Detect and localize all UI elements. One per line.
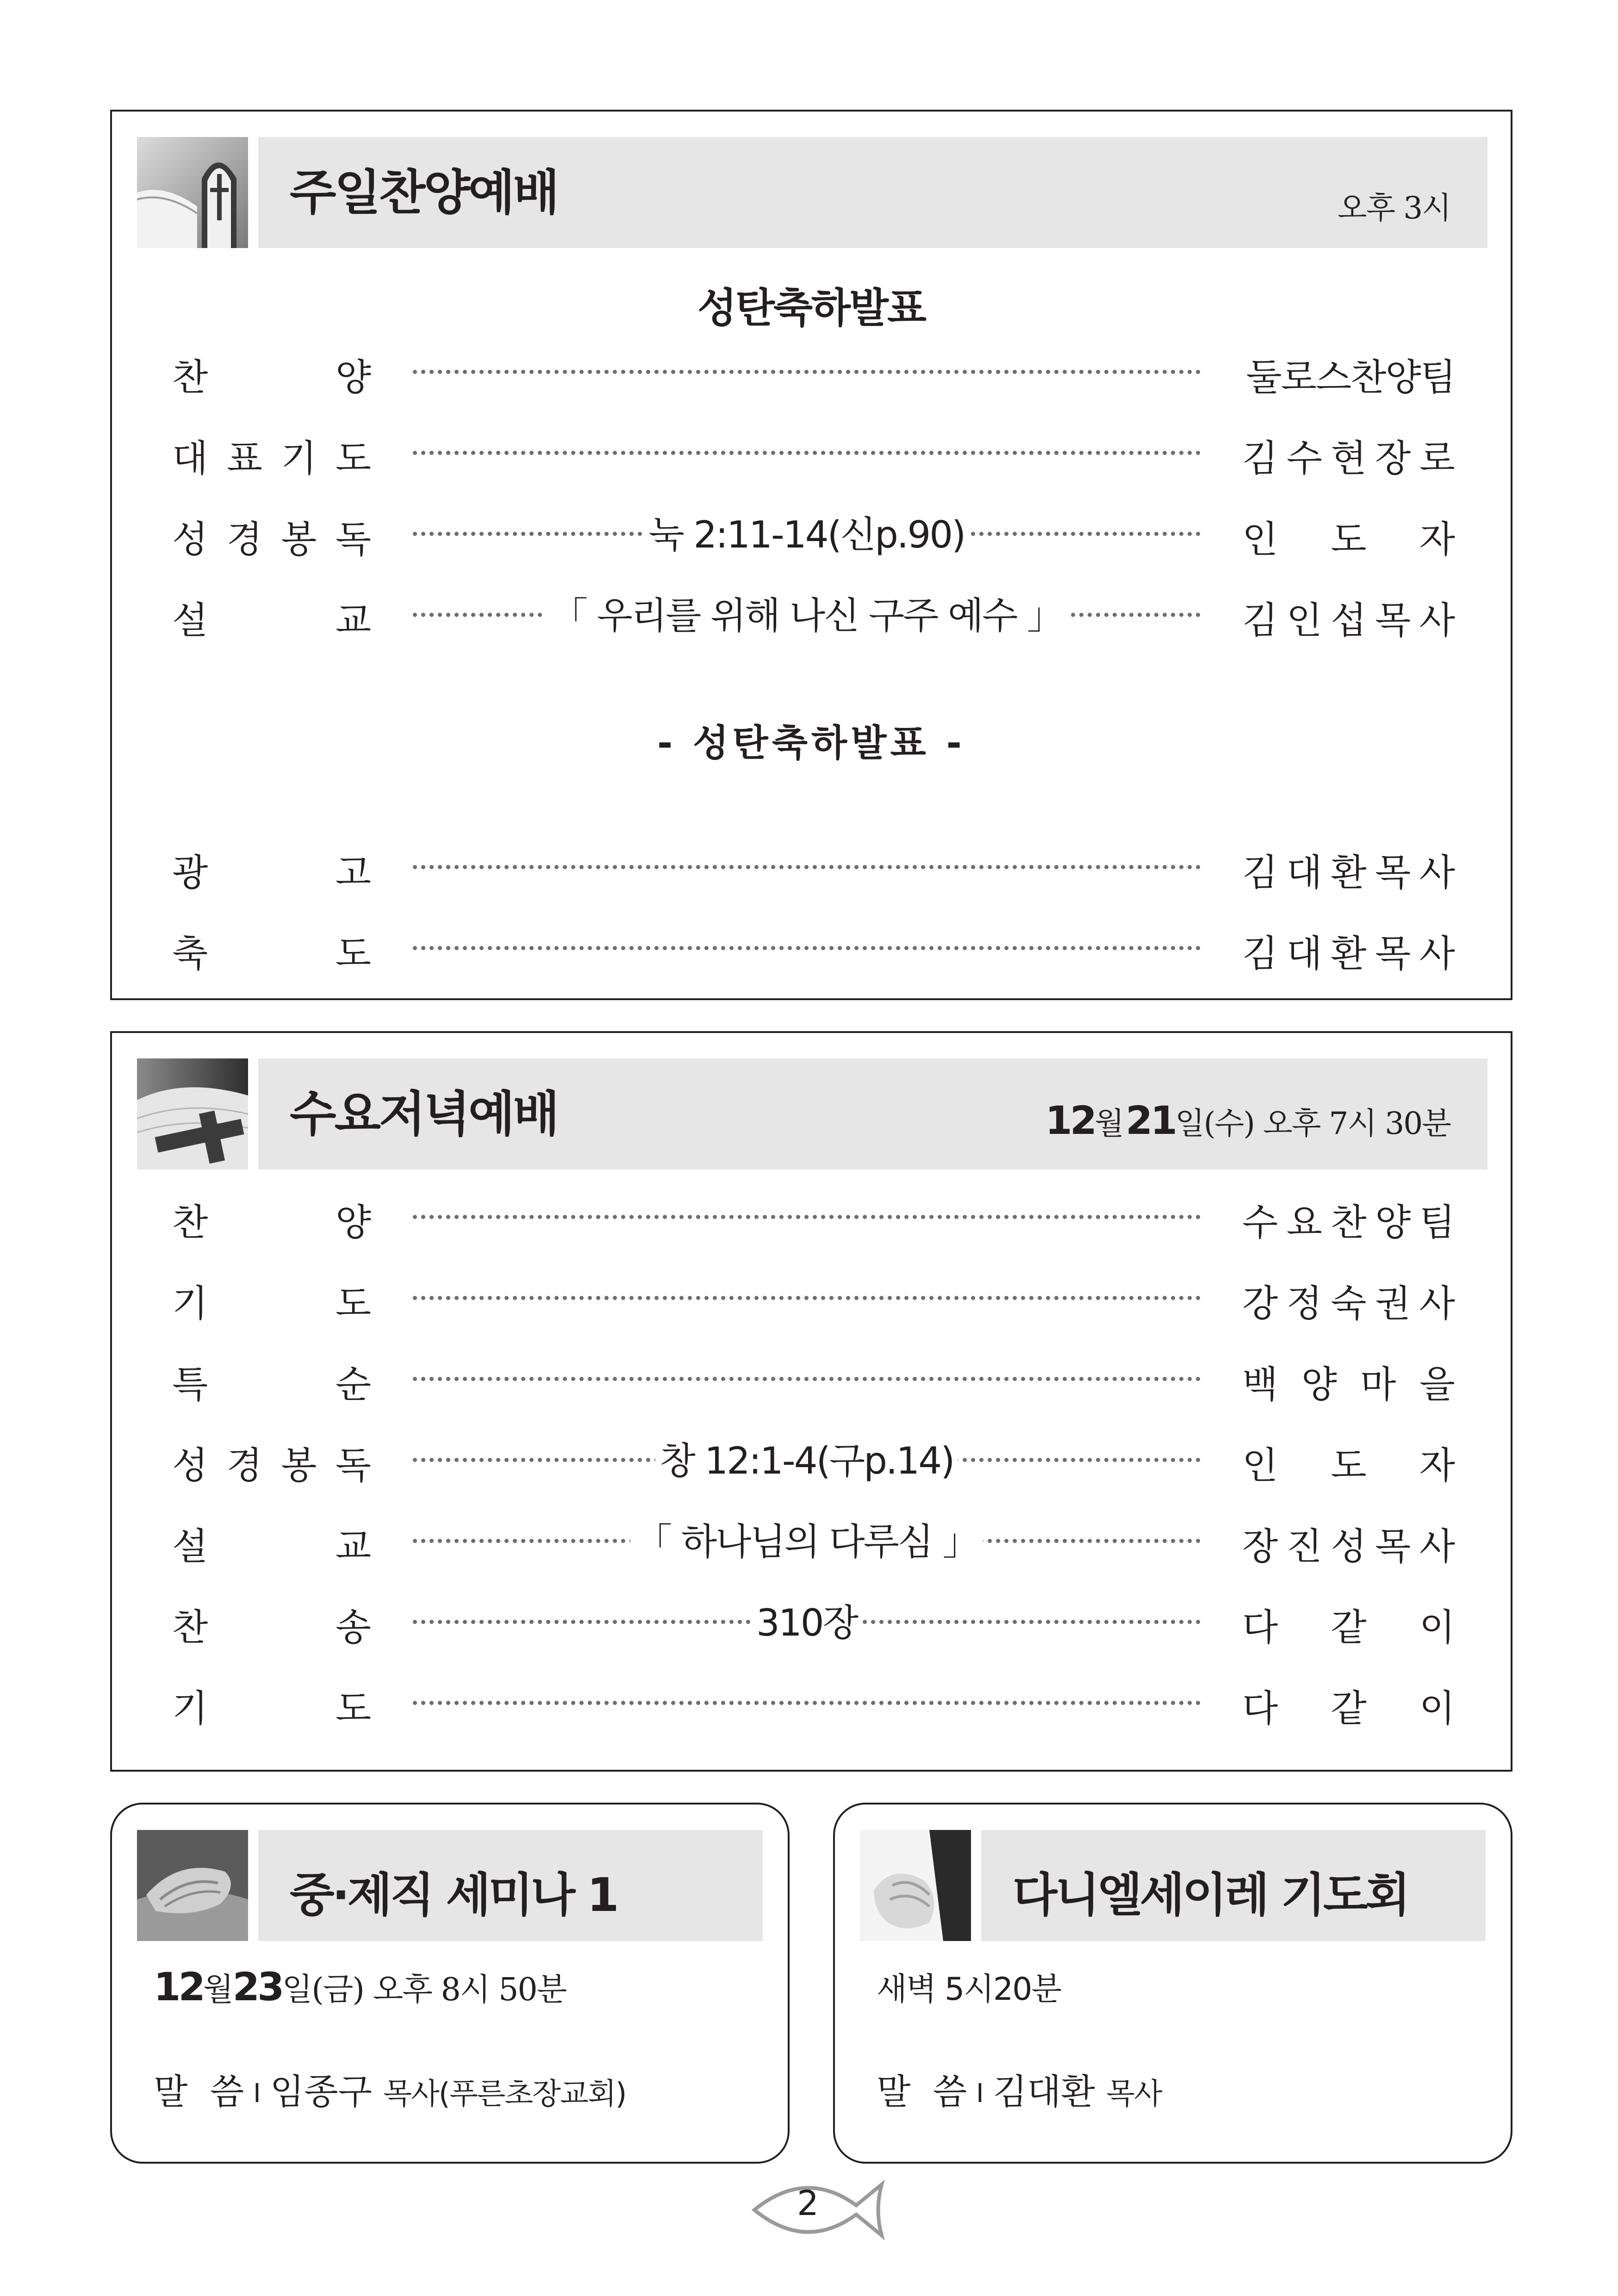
label-char: 양 <box>335 1201 371 1244</box>
label-char: 경 <box>226 518 262 561</box>
person-char: 인 <box>1286 599 1322 642</box>
program-item-person <box>1242 591 1455 644</box>
label-char: 교 <box>335 1525 371 1568</box>
label-char: 찬 <box>172 1201 208 1244</box>
program-item-person <box>1242 843 1455 896</box>
prayer-header <box>860 1830 1486 1941</box>
detail-text: 창 12:1-4(구p.14) <box>655 1439 958 1482</box>
separator: I <box>253 2078 261 2109</box>
program-item-detail <box>413 505 1201 558</box>
program-item-label <box>172 1517 371 1570</box>
label-char: 도 <box>335 437 371 480</box>
program-item-person <box>1242 1193 1455 1246</box>
detail-text: 「 우리를 위해 나신 구주 예수 」 <box>546 594 1067 637</box>
program-row <box>112 1593 1511 1649</box>
program-item-label <box>172 1436 371 1489</box>
label-char: 고 <box>335 851 371 894</box>
separator: I <box>976 2078 984 2109</box>
program-row <box>112 919 1511 975</box>
program-row <box>112 1674 1511 1730</box>
person-char: 성 <box>1331 1525 1367 1568</box>
label-char: 찬 <box>172 1606 208 1649</box>
person-char: 환 <box>1331 851 1367 894</box>
person-char: 로 <box>1419 437 1455 480</box>
person-char: 섭 <box>1331 599 1367 642</box>
program-item-person <box>1242 1679 1455 1732</box>
speaker-name: 임종구 <box>270 2071 372 2112</box>
person-char: 인 <box>1242 518 1278 561</box>
sunday-subtitle: 성탄축하발표 <box>697 284 926 332</box>
prayer-title: 다니엘세이레 기도회 <box>1013 1868 1408 1922</box>
label-char: 광 <box>172 851 208 894</box>
speaker-label: 말 씀 <box>154 2071 244 2112</box>
program-item-label <box>172 1274 371 1327</box>
person-char: 팀 <box>1419 1201 1455 1244</box>
program-item-person <box>1242 429 1455 482</box>
person-char: 양 <box>1375 1201 1411 1244</box>
person-char: 같 <box>1331 1606 1367 1649</box>
sunday-title: 주일찬양예배 <box>290 164 558 221</box>
program-item-person <box>1242 1274 1455 1327</box>
program-item-label <box>172 1598 371 1651</box>
program-item-person <box>1242 348 1455 401</box>
person-char: 현 <box>1331 437 1367 480</box>
dotted-leader <box>413 451 1201 455</box>
program-item-label <box>172 1679 371 1732</box>
speaker-name: 김대환 <box>993 2071 1095 2112</box>
sunday-header <box>137 137 1487 248</box>
sunday-time: 오후 3시 <box>1337 190 1450 226</box>
seminar-box <box>110 1803 790 2164</box>
program-item-detail <box>413 1431 1201 1484</box>
program-item-label <box>172 1355 371 1408</box>
person-char: 도 <box>1331 1444 1367 1487</box>
person-char: 둘로스찬양팀 <box>1246 356 1455 399</box>
day-unit: 일(금) 오후 8시 50분 <box>282 1972 566 2008</box>
person-char: 양 <box>1301 1363 1337 1406</box>
speaker-label: 말 씀 <box>877 2071 967 2112</box>
folded-hands-photo <box>860 1830 971 1941</box>
dotted-leader <box>413 370 1201 374</box>
label-char: 성 <box>172 518 208 561</box>
seminar-header <box>137 1830 763 1941</box>
person-char: 자 <box>1419 1444 1455 1487</box>
label-char: 찬 <box>172 356 208 399</box>
program-item-person <box>1242 924 1455 977</box>
person-char: 김 <box>1242 932 1278 975</box>
person-char: 마 <box>1360 1363 1396 1406</box>
program-row <box>112 505 1511 561</box>
label-char: 독 <box>335 1444 371 1487</box>
church-window-photo <box>137 137 248 248</box>
label-char: 표 <box>226 437 262 480</box>
person-char: 이 <box>1419 1687 1455 1730</box>
sunday-worship-section <box>110 110 1512 1000</box>
fish-icon <box>750 2173 889 2247</box>
program-row <box>112 1269 1511 1325</box>
person-char: 숙 <box>1331 1282 1367 1325</box>
person-char: 사 <box>1419 1525 1455 1568</box>
label-char: 독 <box>335 518 371 561</box>
wednesday-header <box>137 1058 1487 1170</box>
program-item-person <box>1242 1517 1455 1570</box>
program-item-label <box>172 591 371 644</box>
program-row <box>112 424 1511 480</box>
program-row <box>112 838 1511 894</box>
person-char: 이 <box>1419 1606 1455 1649</box>
program-item-label <box>172 510 371 563</box>
person-char: 사 <box>1419 1282 1455 1325</box>
program-row <box>112 586 1511 642</box>
label-char: 축 <box>172 932 208 975</box>
person-char: 을 <box>1419 1363 1455 1406</box>
person-char: 사 <box>1419 851 1455 894</box>
program-item-detail <box>413 1593 1201 1646</box>
seminar-speaker <box>154 2064 626 2114</box>
label-char: 송 <box>335 1606 371 1649</box>
prayer-meeting-box <box>833 1803 1512 2164</box>
person-char: 강 <box>1242 1282 1278 1325</box>
month-unit: 월 <box>1095 1106 1124 1141</box>
seminar-date <box>154 1964 566 2010</box>
speaker-title: 목사 <box>1106 2077 1162 2111</box>
person-char: 요 <box>1286 1201 1322 1244</box>
person-char: 목 <box>1375 599 1411 642</box>
prayer-speaker <box>877 2064 1162 2114</box>
label-char: 성 <box>172 1444 208 1487</box>
seminar-title: 중·제직 세미나 1 <box>290 1868 617 1922</box>
program-item-person <box>1242 1598 1455 1651</box>
person-char: 김 <box>1242 599 1278 642</box>
page-number: 2 <box>797 2184 819 2223</box>
label-char: 기 <box>172 1282 208 1325</box>
dotted-leader <box>413 946 1201 950</box>
person-char: 대 <box>1286 851 1322 894</box>
person-char: 장 <box>1375 437 1411 480</box>
dotted-leader <box>413 1296 1201 1300</box>
label-char: 대 <box>172 437 208 480</box>
person-char: 환 <box>1331 932 1367 975</box>
person-char: 사 <box>1419 599 1455 642</box>
label-char: 특 <box>172 1363 208 1406</box>
presentation-heading: - 성탄축하발표 - <box>657 722 965 765</box>
program-row <box>112 1431 1511 1487</box>
person-char: 같 <box>1331 1687 1367 1730</box>
wednesday-worship-section <box>110 1031 1512 1772</box>
month-unit: 월 <box>203 1972 233 2008</box>
person-char: 백 <box>1242 1363 1278 1406</box>
person-char: 장 <box>1242 1525 1278 1568</box>
person-char: 도 <box>1331 518 1367 561</box>
person-char: 다 <box>1242 1687 1278 1730</box>
day: 21 <box>1126 1098 1176 1143</box>
person-char: 김 <box>1242 437 1278 480</box>
label-char: 도 <box>335 1687 371 1730</box>
label-char: 도 <box>335 1282 371 1325</box>
detail-text: 눅 2:11-14(신p.90) <box>644 513 970 556</box>
person-char: 수 <box>1286 437 1322 480</box>
person-char: 진 <box>1286 1525 1322 1568</box>
label-char: 교 <box>335 599 371 642</box>
person-char: 김 <box>1242 851 1278 894</box>
label-char: 기 <box>281 437 317 480</box>
person-char: 찬 <box>1331 1201 1367 1244</box>
prayer-time: 새벽 5시20분 <box>877 1971 1061 2008</box>
label-char: 기 <box>172 1687 208 1730</box>
person-char: 자 <box>1419 518 1455 561</box>
wednesday-time <box>1045 1098 1450 1143</box>
month: 12 <box>154 1964 203 2010</box>
month: 12 <box>1045 1098 1095 1143</box>
program-item-person <box>1242 1436 1455 1489</box>
program-item-label <box>172 924 371 977</box>
label-char: 설 <box>172 599 208 642</box>
label-char: 순 <box>335 1363 371 1406</box>
program-item-detail <box>413 1512 1201 1565</box>
program-item-detail <box>413 586 1201 639</box>
wednesday-title: 수요저녁예배 <box>290 1086 558 1142</box>
person-char: 인 <box>1242 1444 1278 1487</box>
bible-cross-photo <box>137 1058 248 1170</box>
program-item-label <box>172 843 371 896</box>
label-char: 봉 <box>281 1444 317 1487</box>
day-unit: 일(수) 오후 7시 30분 <box>1175 1106 1450 1141</box>
person-char: 수 <box>1242 1201 1278 1244</box>
dotted-leader <box>413 865 1201 869</box>
dotted-leader <box>413 1215 1201 1219</box>
person-char: 정 <box>1286 1282 1322 1325</box>
program-row <box>112 1512 1511 1568</box>
program-row <box>112 343 1511 399</box>
program-item-person <box>1242 1355 1455 1408</box>
detail-text: 「 하나님의 다루심 」 <box>630 1520 983 1563</box>
person-char: 권 <box>1375 1282 1411 1325</box>
program-item-label <box>172 348 371 401</box>
label-char: 설 <box>172 1525 208 1568</box>
program-row <box>112 1350 1511 1406</box>
person-char: 대 <box>1286 932 1322 975</box>
detail-text: 310장 <box>752 1601 862 1644</box>
dotted-leader <box>413 1701 1201 1705</box>
label-char: 도 <box>335 932 371 975</box>
person-char: 목 <box>1375 1525 1411 1568</box>
person-char: 사 <box>1419 932 1455 975</box>
person-char: 목 <box>1375 851 1411 894</box>
person-char: 목 <box>1375 932 1411 975</box>
label-char: 봉 <box>281 518 317 561</box>
program-item-person <box>1242 510 1455 563</box>
person-char: 다 <box>1242 1606 1278 1649</box>
speaker-title: 목사(푸른초장교회) <box>383 2077 626 2111</box>
program-item-label <box>172 429 371 482</box>
label-char: 양 <box>335 356 371 399</box>
dotted-leader <box>413 1377 1201 1381</box>
label-char: 경 <box>226 1444 262 1487</box>
day: 23 <box>232 1964 282 2010</box>
program-item-label <box>172 1193 371 1246</box>
program-row <box>112 1188 1511 1244</box>
praying-hands-photo <box>137 1830 248 1941</box>
